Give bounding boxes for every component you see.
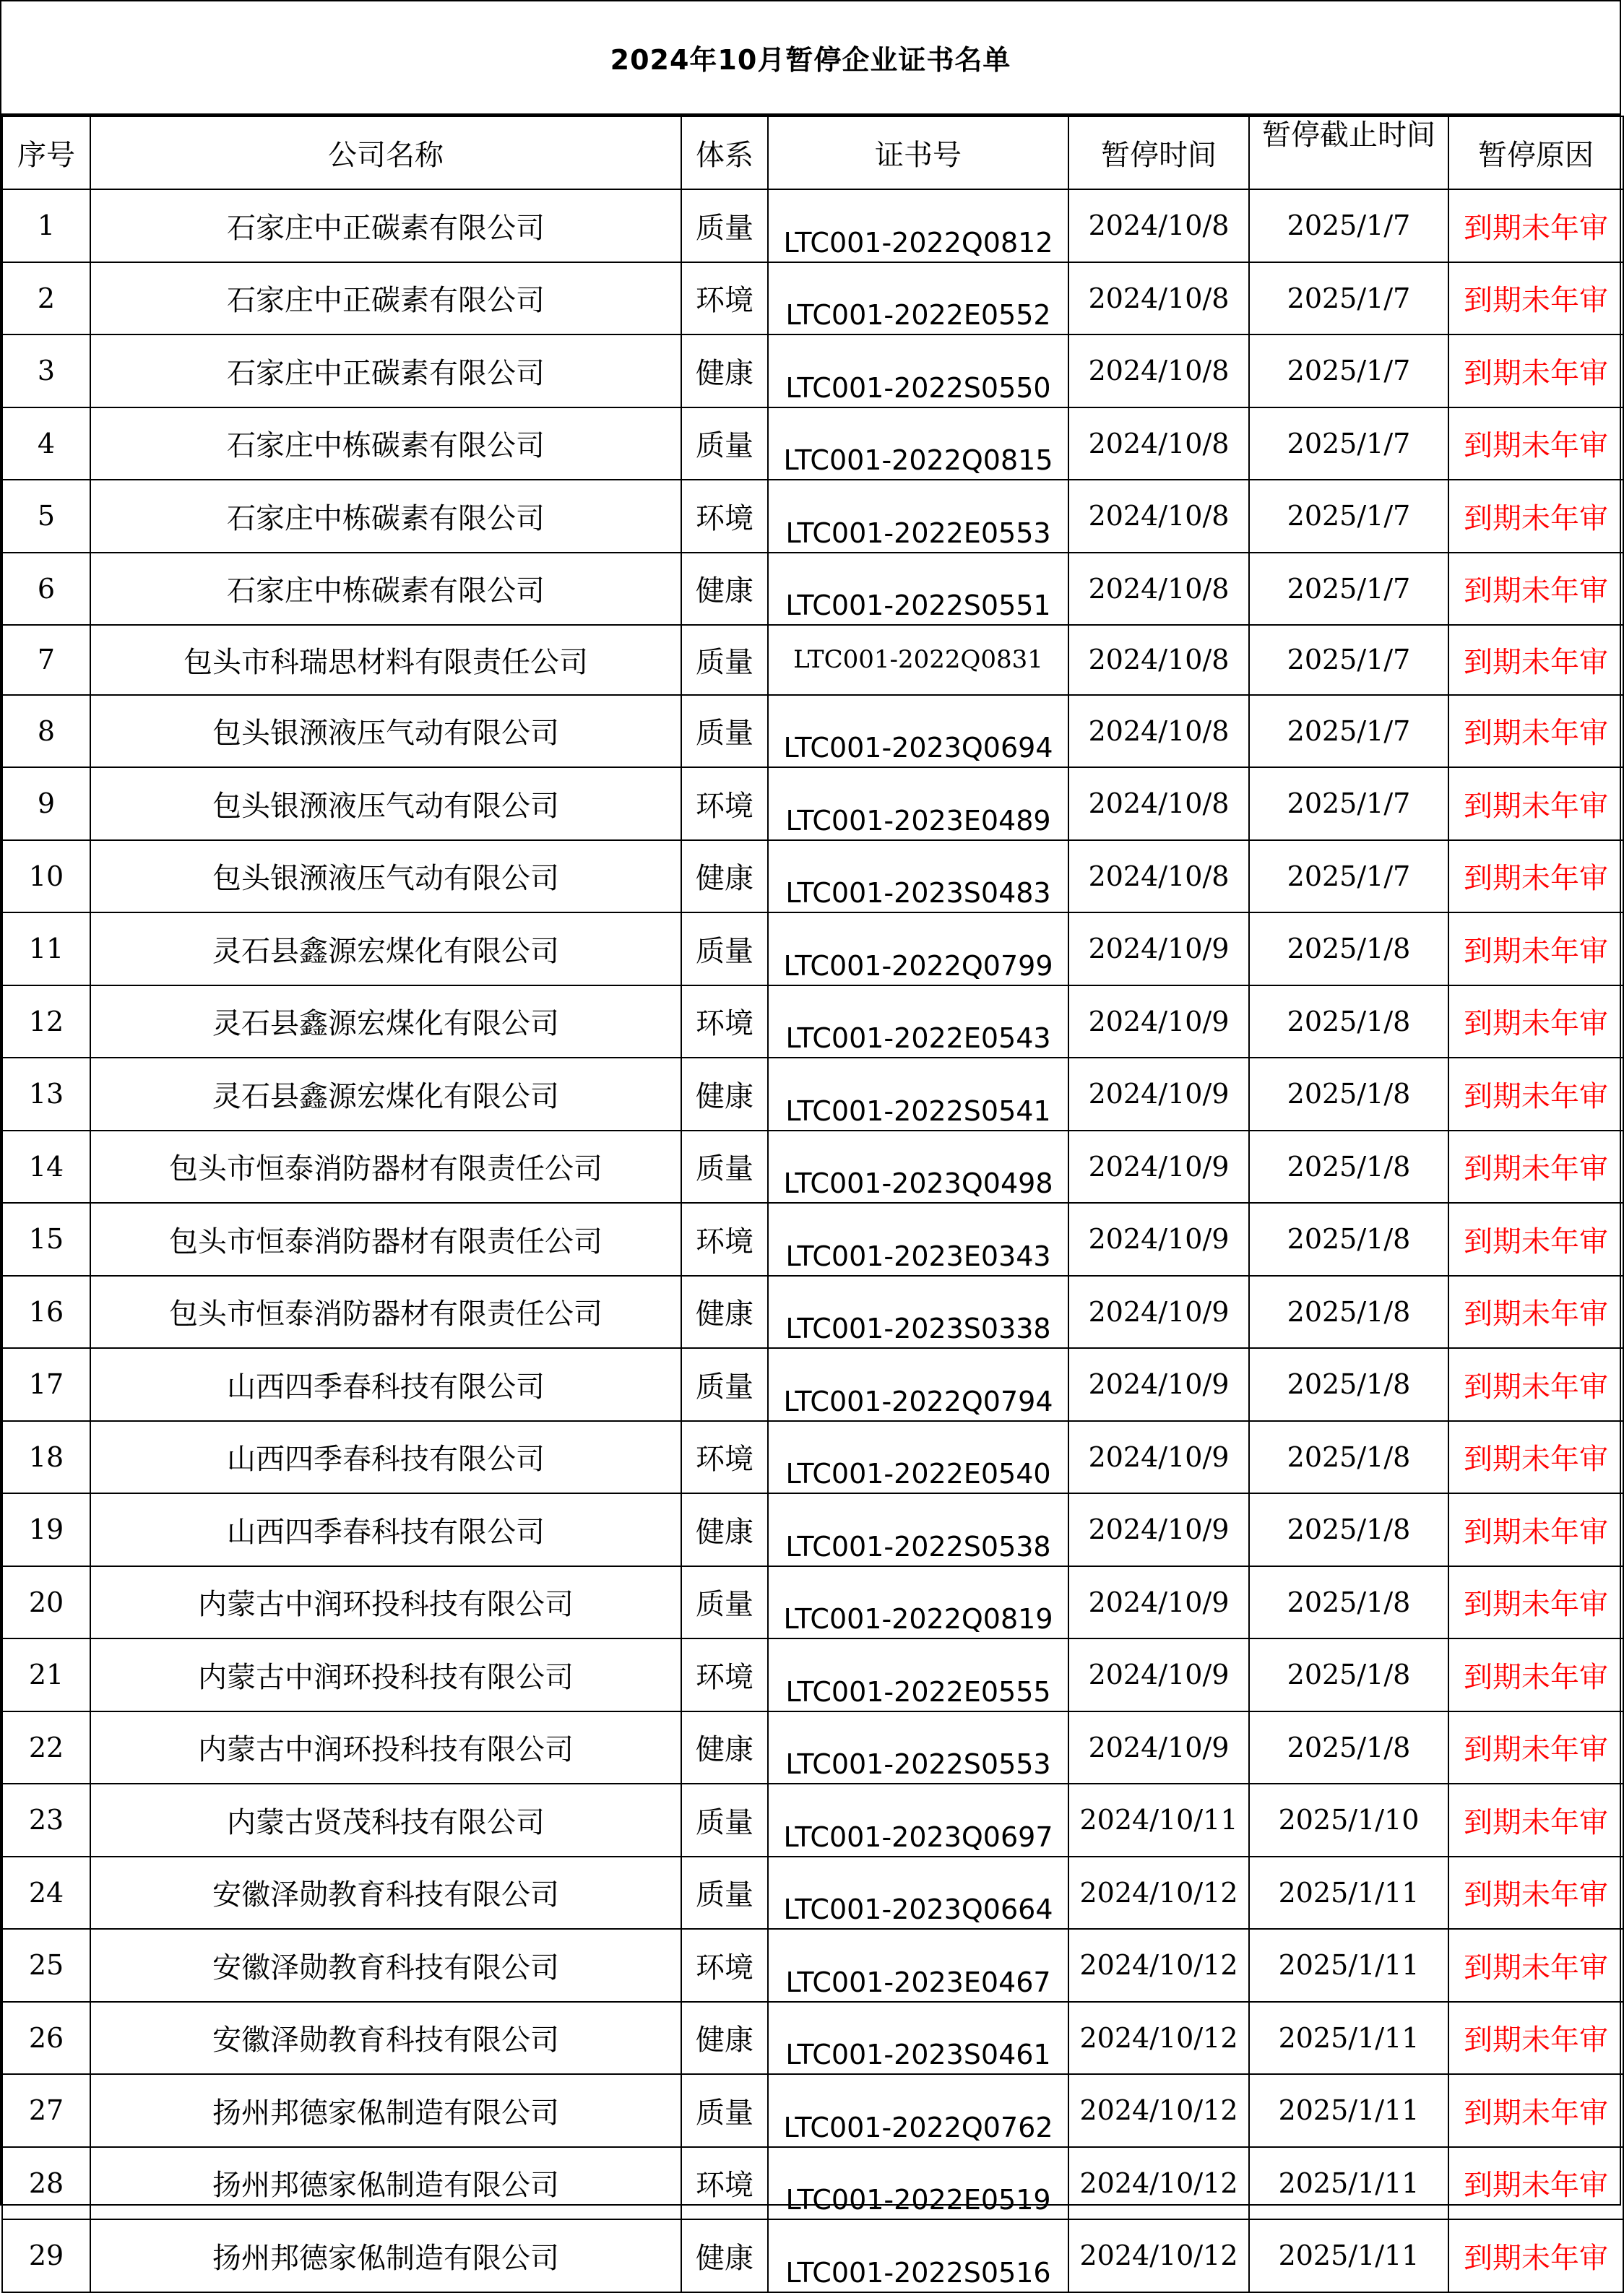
suspend-end-date: 2025/1/7 [1249, 407, 1448, 480]
certificate-number: LTC001-2022Q0819 [768, 1566, 1068, 1639]
certificate-number: LTC001-2022S0541 [768, 1058, 1068, 1131]
suspend-end-date: 2025/1/7 [1249, 553, 1448, 626]
suspend-date: 2024/10/9 [1068, 1203, 1249, 1276]
suspend-reason: 到期未年审 [1448, 1857, 1623, 1930]
company-name: 内蒙古贤茂科技有限公司 [90, 1784, 681, 1857]
company-name: 山西四季春科技有限公司 [90, 1493, 681, 1566]
suspend-reason: 到期未年审 [1448, 1493, 1623, 1566]
suspend-reason: 到期未年审 [1448, 334, 1623, 407]
table-row [2, 480, 1623, 553]
header-reason: 暂停原因 [1448, 116, 1623, 189]
table-row [2, 1566, 1623, 1639]
suspend-date: 2024/10/8 [1068, 767, 1249, 840]
system-type: 质量 [681, 912, 768, 985]
suspend-reason: 到期未年审 [1448, 2219, 1623, 2292]
suspend-date: 2024/10/9 [1068, 985, 1249, 1058]
system-type: 质量 [681, 2074, 768, 2147]
certificate-number: LTC001-2022E0543 [768, 985, 1068, 1058]
system-type: 质量 [681, 1131, 768, 1204]
suspend-end-date: 2025/1/7 [1249, 767, 1448, 840]
suspend-date: 2024/10/8 [1068, 407, 1249, 480]
table-row [2, 1784, 1623, 1857]
suspend-end-date: 2025/1/7 [1249, 189, 1448, 262]
system-type: 健康 [681, 2002, 768, 2075]
company-name: 山西四季春科技有限公司 [90, 1348, 681, 1421]
suspend-reason: 到期未年审 [1448, 1929, 1623, 2002]
table-row [2, 1203, 1623, 1276]
suspend-date: 2024/10/8 [1068, 480, 1249, 553]
suspend-date: 2024/10/9 [1068, 1131, 1249, 1204]
company-name: 内蒙古中润环投科技有限公司 [90, 1638, 681, 1711]
suspend-date: 2024/10/9 [1068, 1348, 1249, 1421]
table-row [2, 1276, 1623, 1349]
table-row [2, 1058, 1623, 1131]
suspend-date: 2024/10/9 [1068, 1058, 1249, 1131]
suspend-end-date: 2025/1/8 [1249, 1638, 1448, 1711]
certificate-number: LTC001-2022S0550 [768, 334, 1068, 407]
certificate-number: LTC001-2022Q0815 [768, 407, 1068, 480]
suspend-reason: 到期未年审 [1448, 1131, 1623, 1204]
certificate-number: LTC001-2022Q0812 [768, 189, 1068, 262]
company-name: 包头银滪液压气动有限公司 [90, 767, 681, 840]
row-index: 28 [2, 2147, 90, 2220]
table-row [2, 1711, 1623, 1784]
suspend-end-date: 2025/1/11 [1249, 2002, 1448, 2075]
row-index: 14 [2, 1131, 90, 1204]
suspend-date: 2024/10/9 [1068, 1711, 1249, 1784]
row-index: 21 [2, 1638, 90, 1711]
row-index: 7 [2, 625, 90, 695]
system-type: 健康 [681, 1058, 768, 1131]
suspend-end-date: 2025/1/11 [1249, 2219, 1448, 2292]
table-row [2, 695, 1623, 768]
system-type: 环境 [681, 1929, 768, 2002]
suspend-end-date: 2025/1/8 [1249, 1058, 1448, 1131]
system-type: 质量 [681, 1784, 768, 1857]
suspend-date: 2024/10/12 [1068, 2002, 1249, 2075]
system-type: 健康 [681, 1276, 768, 1349]
suspend-reason: 到期未年审 [1448, 1638, 1623, 1711]
table-row [2, 2002, 1623, 2075]
suspend-date: 2024/10/9 [1068, 1276, 1249, 1349]
system-type: 健康 [681, 1493, 768, 1566]
certificate-number: LTC001-2022E0519 [768, 2147, 1068, 2220]
table-row [2, 2219, 1623, 2292]
certificate-number: LTC001-2023Q0694 [768, 695, 1068, 768]
suspend-reason: 到期未年审 [1448, 189, 1623, 262]
row-index: 18 [2, 1421, 90, 1494]
header-company: 公司名称 [90, 116, 681, 189]
system-type: 健康 [681, 2219, 768, 2292]
system-type: 质量 [681, 1566, 768, 1639]
row-index: 5 [2, 480, 90, 553]
system-type: 健康 [681, 840, 768, 913]
suspend-end-date: 2025/1/10 [1249, 1784, 1448, 1857]
suspend-end-date: 2025/1/7 [1249, 695, 1448, 768]
company-name: 包头市恒泰消防器材有限责任公司 [90, 1131, 681, 1204]
suspension-table [1, 116, 1624, 2293]
suspend-end-date: 2025/1/11 [1249, 1857, 1448, 1930]
suspend-reason: 到期未年审 [1448, 1348, 1623, 1421]
table-row [2, 189, 1623, 262]
company-name: 石家庄中正碳素有限公司 [90, 189, 681, 262]
suspend-end-date: 2025/1/11 [1249, 2147, 1448, 2220]
system-type: 健康 [681, 334, 768, 407]
certificate-number: LTC001-2023S0483 [768, 840, 1068, 913]
certificate-number: LTC001-2022Q0794 [768, 1348, 1068, 1421]
suspend-date: 2024/10/9 [1068, 1638, 1249, 1711]
suspend-end-date: 2025/1/11 [1249, 1929, 1448, 2002]
suspend-end-date: 2025/1/11 [1249, 2074, 1448, 2147]
system-type: 环境 [681, 1421, 768, 1494]
table-row [2, 1493, 1623, 1566]
company-name: 包头市恒泰消防器材有限责任公司 [90, 1276, 681, 1349]
row-index: 22 [2, 1711, 90, 1784]
company-name: 包头银滪液压气动有限公司 [90, 695, 681, 768]
suspend-end-date: 2025/1/8 [1249, 1203, 1448, 1276]
row-index: 9 [2, 767, 90, 840]
certificate-number: LTC001-2023S0461 [768, 2002, 1068, 2075]
table-row [2, 2147, 1623, 2220]
row-index: 10 [2, 840, 90, 913]
certificate-number: LTC001-2023E0467 [768, 1929, 1068, 2002]
suspend-end-date: 2025/1/7 [1249, 625, 1448, 695]
certificate-number: LTC001-2022E0552 [768, 262, 1068, 335]
table-row [2, 2074, 1623, 2147]
suspend-reason: 到期未年审 [1448, 1784, 1623, 1857]
row-index: 27 [2, 2074, 90, 2147]
row-index: 23 [2, 1784, 90, 1857]
company-name: 安徽泽勋教育科技有限公司 [90, 1929, 681, 2002]
table-row [2, 1131, 1623, 1204]
suspend-reason: 到期未年审 [1448, 695, 1623, 768]
suspend-reason: 到期未年审 [1448, 2002, 1623, 2075]
certificate-number: LTC001-2023S0338 [768, 1276, 1068, 1349]
suspend-date: 2024/10/8 [1068, 840, 1249, 913]
row-index: 12 [2, 985, 90, 1058]
suspend-reason: 到期未年审 [1448, 2147, 1623, 2220]
suspend-date: 2024/10/12 [1068, 2219, 1249, 2292]
page-title: 2024年10月暂停企业证书名单 [1, 1, 1620, 116]
table-row [2, 407, 1623, 480]
certificate-number: LTC001-2023E0489 [768, 767, 1068, 840]
suspend-date: 2024/10/9 [1068, 1421, 1249, 1494]
company-name: 包头市科瑞思材料有限责任公司 [90, 625, 681, 695]
certificate-number: LTC001-2022S0516 [768, 2219, 1068, 2292]
suspend-reason: 到期未年审 [1448, 1566, 1623, 1639]
suspend-reason: 到期未年审 [1448, 553, 1623, 626]
table-row [2, 1348, 1623, 1421]
system-type: 质量 [681, 625, 768, 695]
system-type: 质量 [681, 407, 768, 480]
system-type: 质量 [681, 189, 768, 262]
suspend-reason: 到期未年审 [1448, 1276, 1623, 1349]
company-name: 安徽泽勋教育科技有限公司 [90, 2002, 681, 2075]
suspend-end-date: 2025/1/7 [1249, 262, 1448, 335]
suspend-reason: 到期未年审 [1448, 625, 1623, 695]
suspend-date: 2024/10/11 [1068, 1784, 1249, 1857]
suspend-reason: 到期未年审 [1448, 985, 1623, 1058]
suspend-reason: 到期未年审 [1448, 262, 1623, 335]
certificate-number: LTC001-2023E0343 [768, 1203, 1068, 1276]
company-name: 石家庄中栋碳素有限公司 [90, 407, 681, 480]
suspend-end-date: 2025/1/8 [1249, 1348, 1448, 1421]
suspend-end-date: 2025/1/7 [1249, 334, 1448, 407]
system-type: 质量 [681, 1348, 768, 1421]
company-name: 包头市恒泰消防器材有限责任公司 [90, 1203, 681, 1276]
suspend-date: 2024/10/8 [1068, 262, 1249, 335]
row-index: 6 [2, 553, 90, 626]
company-name: 内蒙古中润环投科技有限公司 [90, 1711, 681, 1784]
system-type: 环境 [681, 480, 768, 553]
suspend-reason: 到期未年审 [1448, 1711, 1623, 1784]
row-index: 4 [2, 407, 90, 480]
row-index: 2 [2, 262, 90, 335]
suspend-date: 2024/10/9 [1068, 1566, 1249, 1639]
suspend-reason: 到期未年审 [1448, 480, 1623, 553]
suspend-end-date: 2025/1/8 [1249, 1421, 1448, 1494]
header-cert: 证书号 [768, 116, 1068, 189]
company-name: 灵石县鑫源宏煤化有限公司 [90, 985, 681, 1058]
header-start: 暂停时间 [1068, 116, 1249, 189]
row-index: 11 [2, 912, 90, 985]
company-name: 扬州邦德家俬制造有限公司 [90, 2219, 681, 2292]
company-name: 灵石县鑫源宏煤化有限公司 [90, 1058, 681, 1131]
suspend-date: 2024/10/8 [1068, 695, 1249, 768]
header-system: 体系 [681, 116, 768, 189]
suspend-reason: 到期未年审 [1448, 912, 1623, 985]
row-index: 16 [2, 1276, 90, 1349]
table-row [2, 1929, 1623, 2002]
table-row [2, 840, 1623, 913]
certificate-number: LTC001-2022S0553 [768, 1711, 1068, 1784]
suspend-end-date: 2025/1/8 [1249, 912, 1448, 985]
table-row [2, 985, 1623, 1058]
suspend-date: 2024/10/8 [1068, 625, 1249, 695]
company-name: 内蒙古中润环投科技有限公司 [90, 1566, 681, 1639]
company-name: 石家庄中正碳素有限公司 [90, 334, 681, 407]
certificate-number: LTC001-2022Q0831 [768, 625, 1068, 695]
suspend-date: 2024/10/12 [1068, 2074, 1249, 2147]
company-name: 扬州邦德家俬制造有限公司 [90, 2147, 681, 2220]
certificate-number: LTC001-2022E0540 [768, 1421, 1068, 1494]
row-index: 1 [2, 189, 90, 262]
certificate-number: LTC001-2023Q0664 [768, 1857, 1068, 1930]
system-type: 质量 [681, 1857, 768, 1930]
suspend-reason: 到期未年审 [1448, 1203, 1623, 1276]
row-index: 15 [2, 1203, 90, 1276]
company-name: 石家庄中栋碳素有限公司 [90, 480, 681, 553]
certificate-number: LTC001-2022Q0762 [768, 2074, 1068, 2147]
suspend-end-date: 2025/1/7 [1249, 480, 1448, 553]
row-index: 25 [2, 1929, 90, 2002]
row-index: 26 [2, 2002, 90, 2075]
system-type: 环境 [681, 262, 768, 335]
row-index: 20 [2, 1566, 90, 1639]
table-row [2, 553, 1623, 626]
row-index: 3 [2, 334, 90, 407]
table-row [2, 1638, 1623, 1711]
system-type: 环境 [681, 767, 768, 840]
system-type: 环境 [681, 985, 768, 1058]
system-type: 环境 [681, 2147, 768, 2220]
system-type: 环境 [681, 1203, 768, 1276]
row-index: 13 [2, 1058, 90, 1131]
suspend-reason: 到期未年审 [1448, 407, 1623, 480]
system-type: 质量 [681, 695, 768, 768]
company-name: 石家庄中正碳素有限公司 [90, 262, 681, 335]
row-index: 29 [2, 2219, 90, 2292]
company-name: 安徽泽勋教育科技有限公司 [90, 1857, 681, 1930]
suspend-date: 2024/10/12 [1068, 1929, 1249, 2002]
certificate-number: LTC001-2022Q0799 [768, 912, 1068, 985]
certificate-number: LTC001-2023Q0498 [768, 1131, 1068, 1204]
row-index: 8 [2, 695, 90, 768]
system-type: 健康 [681, 553, 768, 626]
suspend-date: 2024/10/12 [1068, 2147, 1249, 2220]
table-row [2, 1857, 1623, 1930]
certificate-number: LTC001-2023Q0697 [768, 1784, 1068, 1857]
table-row [2, 334, 1623, 407]
table-row [2, 912, 1623, 985]
table-row [2, 1421, 1623, 1494]
row-index: 17 [2, 1348, 90, 1421]
suspend-reason: 到期未年审 [1448, 1421, 1623, 1494]
suspend-end-date: 2025/1/8 [1249, 1131, 1448, 1204]
company-name: 灵石县鑫源宏煤化有限公司 [90, 912, 681, 985]
system-type: 健康 [681, 1711, 768, 1784]
suspend-date: 2024/10/8 [1068, 553, 1249, 626]
table-row [2, 262, 1623, 335]
suspend-end-date: 2025/1/8 [1249, 1711, 1448, 1784]
suspend-reason: 到期未年审 [1448, 2074, 1623, 2147]
suspend-end-date: 2025/1/8 [1249, 1276, 1448, 1349]
certificate-number: LTC001-2022E0555 [768, 1638, 1068, 1711]
suspend-date: 2024/10/8 [1068, 189, 1249, 262]
header-row [2, 116, 1623, 189]
suspend-reason: 到期未年审 [1448, 840, 1623, 913]
suspend-end-date: 2025/1/8 [1249, 985, 1448, 1058]
header-end: 暂停截止时间 [1249, 116, 1448, 189]
certificate-number: LTC001-2022S0538 [768, 1493, 1068, 1566]
table-row [2, 625, 1623, 695]
company-name: 包头银滪液压气动有限公司 [90, 840, 681, 913]
row-index: 19 [2, 1493, 90, 1566]
certificate-number: LTC001-2022E0553 [768, 480, 1068, 553]
suspend-reason: 到期未年审 [1448, 767, 1623, 840]
row-index: 24 [2, 1857, 90, 1930]
suspend-date: 2024/10/8 [1068, 334, 1249, 407]
company-name: 扬州邦德家俬制造有限公司 [90, 2074, 681, 2147]
suspend-date: 2024/10/9 [1068, 1493, 1249, 1566]
table-row [2, 767, 1623, 840]
system-type: 环境 [681, 1638, 768, 1711]
company-name: 石家庄中栋碳素有限公司 [90, 553, 681, 626]
company-name: 山西四季春科技有限公司 [90, 1421, 681, 1494]
suspend-date: 2024/10/12 [1068, 1857, 1249, 1930]
suspend-date: 2024/10/9 [1068, 912, 1249, 985]
suspend-end-date: 2025/1/8 [1249, 1493, 1448, 1566]
header-idx: 序号 [2, 116, 90, 189]
suspend-end-date: 2025/1/7 [1249, 840, 1448, 913]
suspend-end-date: 2025/1/8 [1249, 1566, 1448, 1639]
certificate-number: LTC001-2022S0551 [768, 553, 1068, 626]
suspend-reason: 到期未年审 [1448, 1058, 1623, 1131]
